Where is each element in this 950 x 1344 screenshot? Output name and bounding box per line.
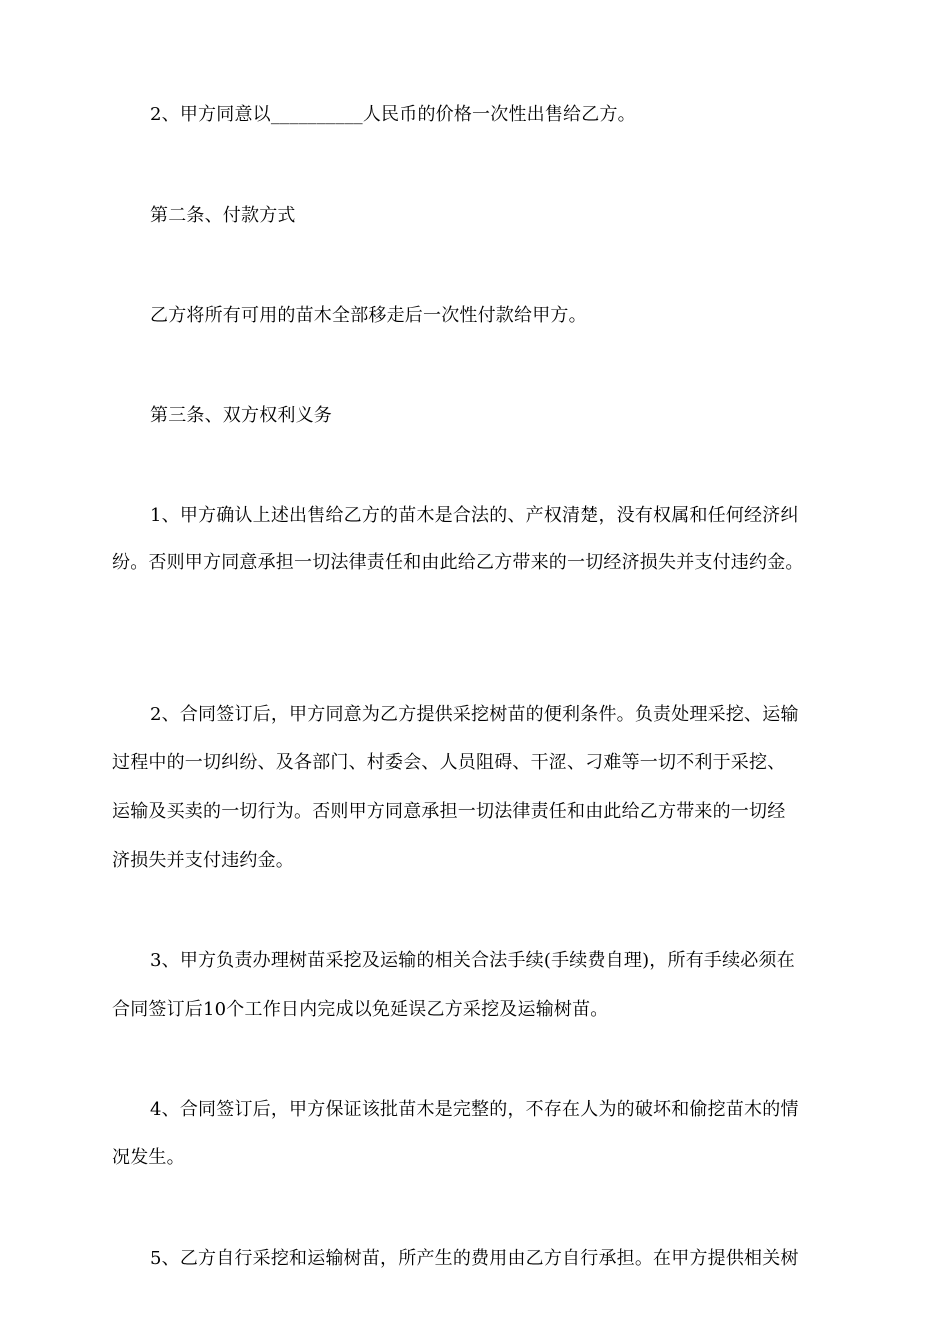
- section-heading-rights: 第三条、双方权利义务: [150, 405, 332, 426]
- clause-3-2-line-1: 2、合同签订后，甲方同意为乙方提供采挖树苗的便利条件。负责处理采挖、运输: [150, 704, 799, 725]
- payment-method-text: 乙方将所有可用的苗木全部移走后一次性付款给甲方。: [150, 305, 587, 326]
- clause-3-1-line-1: 1、甲方确认上述出售给乙方的苗木是合法的、产权清楚，没有权属和任何经济纠: [150, 505, 799, 526]
- clause-3-4-line-1: 4、合同签订后，甲方保证该批苗木是完整的，不存在人为的破坏和偷挖苗木的情: [150, 1099, 799, 1120]
- clause-3-3-line-1: 3、甲方负责办理树苗采挖及运输的相关合法手续(手续费自理)，所有手续必须在: [150, 950, 795, 971]
- clause-3-5-line-1: 5、乙方自行采挖和运输树苗，所产生的费用由乙方自行承担。在甲方提供相关树: [150, 1248, 799, 1269]
- clause-3-2-line-3: 运输及买卖的一切行为。否则甲方同意承担一切法律责任和由此给乙方带来的一切经: [112, 801, 786, 822]
- clause-3-1-line-2: 纷。否则甲方同意承担一切法律责任和由此给乙方带来的一切经济损失并支付违约金。: [112, 552, 804, 573]
- clause-3-2-line-4: 济损失并支付违约金。: [112, 850, 294, 871]
- clause-1-2-price: 2、甲方同意以__________人民币的价格一次性出售给乙方。: [150, 104, 636, 125]
- clause-3-2-line-2: 过程中的一切纠纷、及各部门、村委会、人员阻碍、干涩、刁难等一切不利于采挖、: [112, 752, 786, 773]
- clause-3-4-line-2: 况发生。: [112, 1147, 185, 1168]
- clause-3-3-line-2: 合同签订后10个工作日内完成以免延误乙方采挖及运输树苗。: [112, 999, 609, 1020]
- section-heading-payment: 第二条、付款方式: [150, 205, 296, 226]
